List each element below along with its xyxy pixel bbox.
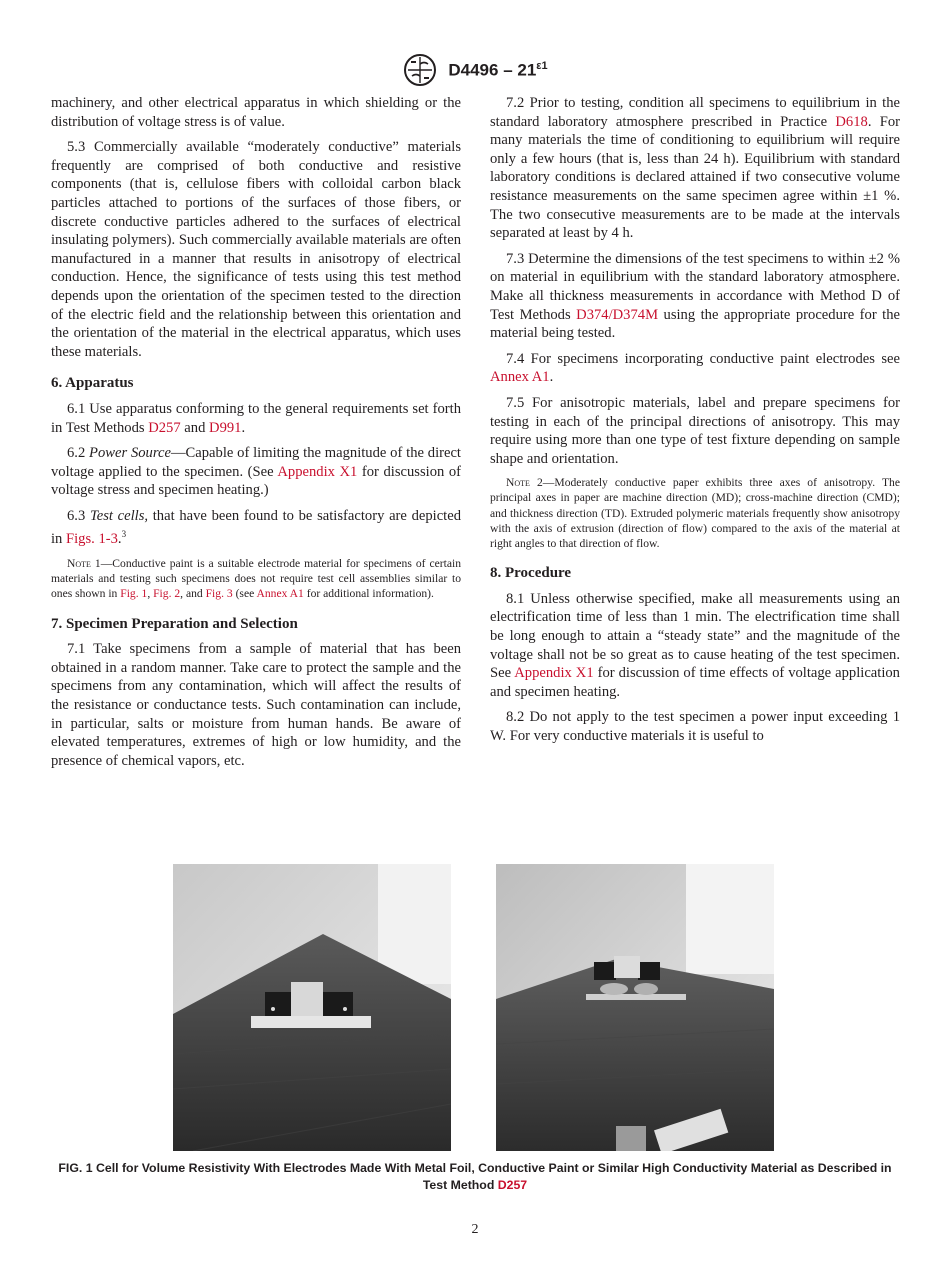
note-1: Note 1—Conductive paint is a suitable electrode material for specimens of certain materials and testing such specimens does not require test cell assemblies similar to ones shown in Fig. 1, Fig. 2, and Fig. 3 (see Annex A1 for additional information). — [51, 556, 461, 601]
link-fig-3[interactable]: Fig. 3 — [205, 587, 233, 601]
link-d991[interactable]: D991 — [209, 419, 242, 436]
page-number: 2 — [471, 1222, 479, 1237]
paragraph-5-3: 5.3 Commercially available “moderately conductive” materials frequently are comprised of both conductive and resistive components (that is, cellulose fibers with colloidal carbon black particles attached to portions of the surfaces of those fibers, or discrete conductive particles adhered to the surfaces of electrical insulating polymers). Such commercially available materials are often manufactured in a manner that results in anisotropy of electrical conduction. Hence, the significance of tests using this test method depends upon the orientation of the specimen tested to the direction of the electric field and the relationship between this orientation and the orientation of the material in the electrical apparatus, which uses these materials. — [51, 139, 461, 360]
link-annex-a1[interactable]: Annex A1 — [490, 369, 550, 386]
link-appendix-x1[interactable]: Appendix X1 — [514, 665, 594, 682]
page-header — [0, 52, 950, 88]
note-2: Note 2—Moderately conductive paper exhibits three axes of anisotropy. The principal axes in paper are machine direction (MD); cross-machine direction (CMD); and thickness direction (TD). Extruded polymeric materials frequently show anisotropy with the axis of extrusion (direction of flow) compared to the axis of the material at right angles to that direction of flow. — [490, 476, 900, 551]
footnote-ref: 3 — [121, 529, 127, 540]
link-appendix-x1[interactable]: Appendix X1 — [277, 463, 358, 480]
paragraph-6-3: 6.3 Test cells, that have been found to be satisfactory are depicted in Figs. 1-3.$^3$ — [51, 507, 462, 548]
right-column — [490, 94, 900, 753]
paragraph-6-1: 6.1 Use apparatus conforming to the general requirements set forth in Test Methods D257 and D991. — [51, 400, 461, 436]
link-annex-a1[interactable]: Annex A1 — [256, 587, 304, 601]
figure-photo-right — [496, 864, 774, 1151]
link-d257[interactable]: D257 — [497, 1178, 528, 1192]
left-column — [51, 94, 461, 777]
astm-logo-icon — [402, 52, 438, 88]
link-d618[interactable]: D618 — [835, 113, 868, 130]
paragraph-7-5: 7.5 For anisotropic materials, label and prepare specimens for testing in each of the principal directions of anisotropy. This may require using more than one type of test fixture depending on sample shape and orientation. — [490, 394, 900, 467]
link-d257[interactable]: D257 — [148, 419, 181, 436]
link-d374[interactable]: D374/D374M — [576, 306, 659, 323]
paragraph-8-2: 8.2 Do not apply to the test specimen a power input exceeding 1 W. For very conductive materials it is useful to — [490, 709, 900, 745]
section-heading-procedure: 8. Procedure — [490, 565, 572, 582]
section-heading-apparatus: 6. Apparatus — [51, 375, 134, 392]
paragraph-8-1: 8.1 Unless otherwise specified, make all measurements using an electrification time of less than 1 min. The electrification time shall be long enough to attain a “steady state” and the magnitude of the voltage shall not be so great as to cause heating of the test specimen. See Appendix X1 for discussion of time effects of voltage application and specimen heating. — [490, 590, 900, 700]
paragraph-7-1: 7.1 Take specimens from a sample of material that has been obtained in a random manner. Take care to protect the sample and the specimens from any contamination, which will affect the results of the resistance or conductance tests. Such contamination can include, in particular, salts or moisture from human hands. Be aware of elevated temperatures, extremes of high or low humidity, and the presence of chemical vapors, etc. — [51, 641, 461, 769]
link-figs-1-3[interactable]: Figs. 1-3 — [66, 531, 118, 548]
paragraph-7-4: 7.4 For specimens incorporating conductive paint electrodes see Annex A1. — [490, 350, 900, 386]
link-fig-2[interactable]: Fig. 2 — [153, 587, 181, 601]
figure-caption: FIG. 1 Cell for Volume Resistivity With Electrodes Made With Metal Foil, Conductive Paint or Similar High Conductivity Material as Described in Test Method D257 — [58, 1161, 892, 1192]
paragraph-6-2: 6.2 Power Source—Capable of limiting the magnitude of the direct voltage applied to the specimen. (See Appendix X1 for discussion of voltage stress and specimen heating.) — [51, 445, 462, 499]
paragraph-continued: machinery, and other electrical apparatus in which shielding or the distribution of voltage stress is of value. — [51, 95, 461, 130]
link-fig-1[interactable]: Fig. 1 — [120, 587, 148, 601]
document-designation: $D4496 - 21^{\varepsilon 1}$ — [448, 59, 548, 80]
paragraph-7-2: 7.2 Prior to testing, condition all specimens to equilibrium in the standard laboratory atmosphere prescribed in Practice D618. For many materials the time of conditioning to equilibrium will require only a few hours (that is, less than 24 h). Equilibrium with standard laboratory conditions is declared attained if two consecutive volume resistance measurements on the same specimen agree within ±1 %. The two consecutive measurements are to be made at the intervals separated at least by 4 h. — [490, 95, 900, 242]
paragraph-7-3: 7.3 Determine the dimensions of the test specimens to within ±2 % on material in equilibrium with the standard laboratory atmosphere. Make all thickness measurements in accordance with Method D of Test Methods D374/D374M using the appropriate procedure for the material being tested. — [490, 250, 901, 342]
section-heading-specimen-preparation: 7. Specimen Preparation and Selection — [51, 615, 298, 632]
figure-photo-left — [173, 864, 451, 1151]
